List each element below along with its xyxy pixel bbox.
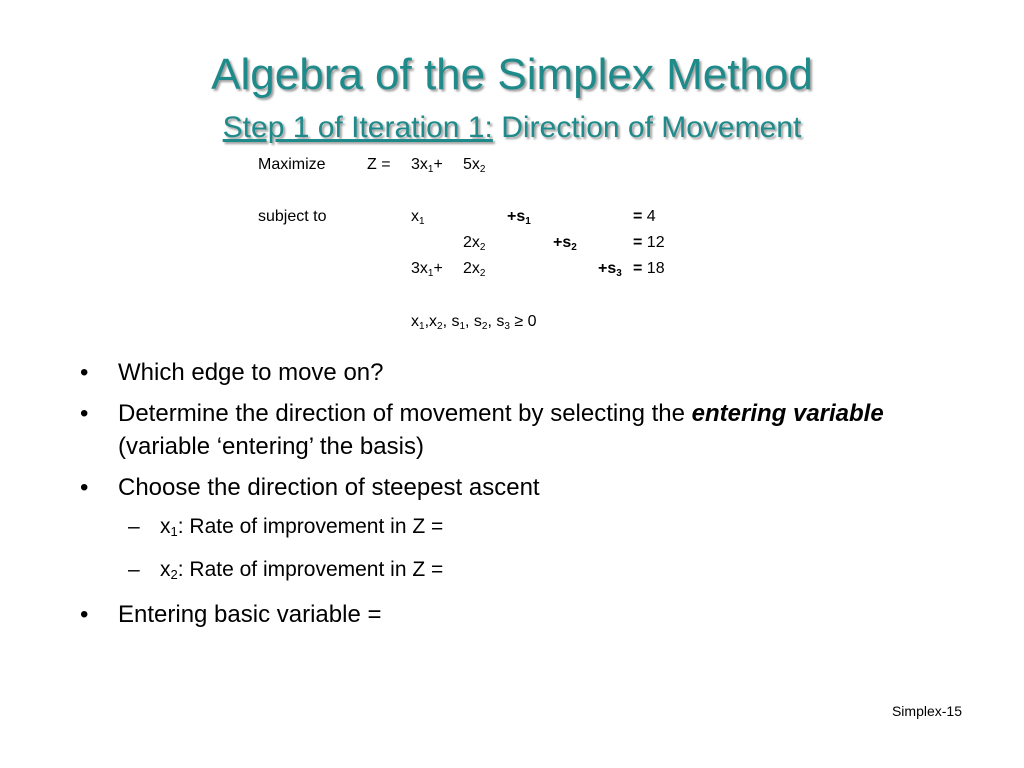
c3-rhs: = 18 [633, 260, 665, 277]
subtitle-rest: Direction of Movement [492, 111, 802, 144]
sub-bullet-item: – $x_1$: Rate of improvement in Z = [80, 512, 940, 547]
c2-s2-term: $+s_2$ [553, 234, 577, 253]
bullet-list [80, 356, 940, 639]
objective-x1-term: $3x_1+$ [411, 156, 443, 175]
objective-x2-term: $5x_2$ [463, 156, 486, 175]
nonnegativity-constraint: $x_1,x_2$, $s_1$, $s_2$, $s_3 \ge 0$ [411, 313, 537, 332]
dash-glyph: – [128, 515, 140, 538]
bullet-item: • Which edge to move on? [80, 356, 940, 389]
z-equals: Z = [367, 156, 391, 173]
c1-rhs: = 4 [633, 208, 656, 225]
c1-x1-term: $x_1$ [411, 208, 425, 227]
subtitle-step: Step 1 of Iteration 1: [222, 111, 493, 144]
slide-title: Algebra of the Simplex Method [211, 50, 813, 99]
bullet-glyph: • [80, 601, 89, 628]
bullet-item: • Entering basic variable = [80, 598, 940, 631]
bullet-item: • Determine the direction of movement by selecting the entering variable (variable ‘entering’ the basis) [80, 397, 940, 463]
lp-formulation [0, 0, 1024, 340]
c1-s1-term: $+s_1$ [507, 208, 531, 227]
c2-x2-term: $2x_2$ [463, 234, 486, 253]
c3-x1-term: $3x_1+$ [411, 260, 443, 279]
maximize-label: Maximize [258, 156, 326, 173]
bullet-glyph: • [80, 359, 89, 386]
c3-x2-term: $2x_2$ [463, 260, 486, 279]
entering-variable-term: entering variable [691, 400, 884, 427]
c3-s3-term: $+s_3$ [598, 260, 622, 279]
c2-rhs: = 12 [633, 234, 665, 251]
bullet-glyph: • [80, 474, 89, 501]
dash-glyph: – [128, 558, 140, 581]
slide-number: Simplex-15 [891, 703, 962, 719]
bullet-item: • Choose the direction of steepest ascent [80, 471, 940, 504]
bullet-glyph: • [80, 400, 89, 427]
sub-bullet-item: – $x_2$: Rate of improvement in Z = [80, 555, 940, 590]
subject-to-label: subject to [258, 208, 327, 225]
